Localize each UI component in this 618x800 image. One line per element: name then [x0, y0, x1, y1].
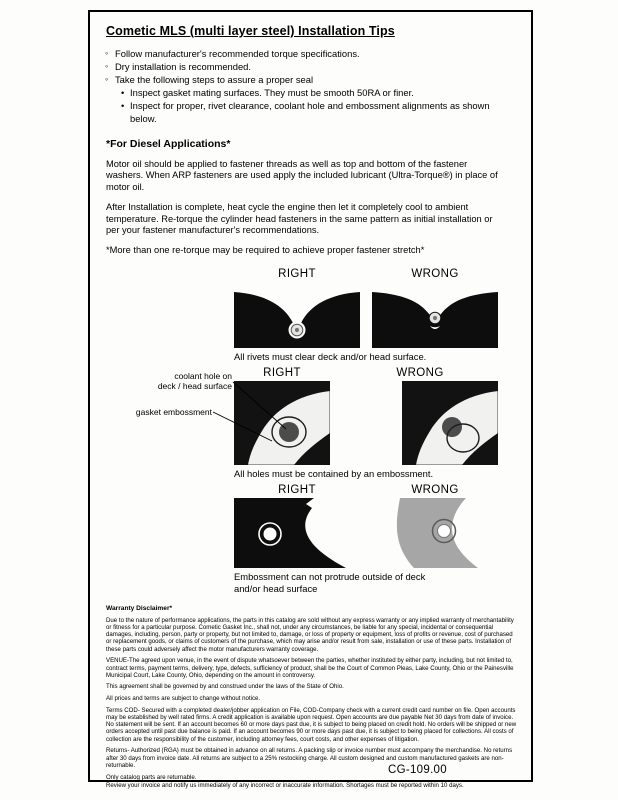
warranty-section	[106, 605, 517, 789]
hole-not-contained-diagram	[402, 381, 498, 465]
retorque-note: *More than one re-torque may be required to achieve proper fastener stretch*	[106, 245, 425, 256]
page-title: Cometic MLS (multi layer steel) Installation Tips	[106, 24, 395, 38]
hole-contained-diagram	[234, 381, 360, 465]
diagram-row-embossment	[106, 367, 515, 479]
embossment-caption: All holes must be contained by an embossment.	[234, 467, 434, 479]
governing-law-paragraph: This agreement shall be governed by and construed under the laws of the State of Ohio.	[106, 683, 344, 691]
rivet-clear-diagram	[234, 282, 360, 348]
catalog-page	[88, 10, 533, 789]
right-label: RIGHT	[263, 366, 301, 379]
wrong-label: WRONG	[411, 267, 459, 280]
tip-sub-item: • Inspect gasket mating surfaces. They must be smooth 50RA or finer.	[121, 86, 515, 99]
returnable-note: Only catalog parts are returnable.	[106, 773, 197, 781]
diesel-paragraph: Motor oil should be applied to fastener threads as well as top and bottom of the fastener washers. When ARP fasteners are used apply the included lubricant (Ultra-Torque®) in place of motor oil.	[106, 159, 498, 192]
embossment-inside-diagram	[234, 498, 360, 568]
venue-paragraph: VENUE-The agreed upon venue, in the event of dispute whatsoever between the parties, whether instituted by either party, including, but not limited to, contract terms, payment terms, delivery, type, defects, sufficiency of product, shall be the Court of Common Pleas, Lake County, Ohio or the Painesville Municipal Court, Lake County, Ohio, depending on the amount in controversy.	[106, 657, 514, 679]
returns-paragraph: Returns- Authorized (RGA) must be obtained in advance on all returns. A packing slip or invoice number must accompany the merchandise. No returns after 30 days from invoice date. All returns are subject to a 25% restocking charge. All custom designed and custom manufactured gaskets are non-returnable.	[106, 747, 513, 769]
terms-cod-paragraph: Terms COD- Secured with a completed dealer/jobber application on File, COD-Company check with a current credit card number on file. Open accounts may be established by well rated firms. A credit application is available upon request. Open accounts are due payable Net 30 days from date of invoice. No statement will be sent. If an account becomes 60 or more days past due, it is subject to being placed on credit hold. No orders will be shipped or new orders accepted until past due balance is paid. If an account becomes 90 or more days past due, it is subject to being placed for collections. All costs of collection are the responsibility of the customer, including attorney fees, court costs, and other expenses of litigation.	[106, 706, 517, 743]
diagram-row-rivets	[106, 268, 515, 362]
diesel-applications-heading: *For Diesel Applications*	[106, 138, 231, 150]
coolant-hole-label-line1: coolant hole on	[174, 370, 232, 381]
gasket-embossment-label: gasket embossment	[135, 406, 212, 417]
coolant-hole-label	[134, 371, 232, 391]
wrong-label: WRONG	[411, 483, 459, 496]
prices-terms-paragraph: All prices and terms are subject to change without notice.	[106, 695, 261, 703]
rivet-caption: All rivets must clear deck and/or head surface.	[234, 350, 427, 362]
warranty-heading: Warranty Disclaimer*	[106, 604, 173, 612]
wrong-label: WRONG	[396, 366, 444, 379]
embossment-protruding-diagram	[372, 498, 498, 568]
protrusion-caption-line1: Embossment can not protrude outside of deck	[234, 570, 426, 582]
page-code: CG-109.00	[388, 764, 447, 776]
protrusion-caption	[234, 571, 500, 595]
diagram-section	[106, 268, 515, 595]
diesel-paragraph: After Installation is complete, heat cycle the engine then let it completely cool to ambient temperature. Re-torque the cylinder head fasteners in the same pattern as initial installation or per your fastener manufacturer's recommendations.	[106, 202, 493, 236]
rivet-interference-diagram	[372, 282, 498, 348]
tip-item: ◦ Follow manufacturer's recommended torque specifications.	[106, 47, 515, 60]
install-tips-list	[106, 47, 515, 125]
tip-sub-item: • Inspect for proper, rivet clearance, coolant hole and embossment alignments as shown below.	[121, 99, 515, 125]
warranty-paragraph: Due to the nature of performance applications, the parts in this catalog are sold without any express warranty or any implied warranty of merchantability or fitness for a particular purpose. Cometic Gasket Inc., shall not, under any circumstances, be liable for any special, incidental or consequential damages, including, person, party or property, but not limited to, damage, or loss of property or equipment, loss of profits or revenue, cost of purchased or replacement goods, or claims of customers of the purchase, which may arise and/or result from sale, installation or use of these parts. Installation of these parts could adversely affect the motor manufacturers warranty coverage.	[106, 616, 514, 653]
protrusion-caption-line2: and/or head surface	[234, 582, 318, 594]
diagram-row-protrusion	[106, 484, 515, 595]
right-label: RIGHT	[278, 483, 316, 496]
coolant-hole-label-line2: deck / head surface	[157, 380, 232, 391]
invoice-review-note: Review your invoice and notify us immediately of any incorrect or inaccurate information. Shortages must be reported within 10 days.	[106, 781, 464, 789]
right-label: RIGHT	[278, 267, 316, 280]
tip-item: ◦ Dry installation is recommended.	[106, 60, 515, 73]
tip-item: ◦ Take the following steps to assure a proper seal	[106, 73, 515, 86]
